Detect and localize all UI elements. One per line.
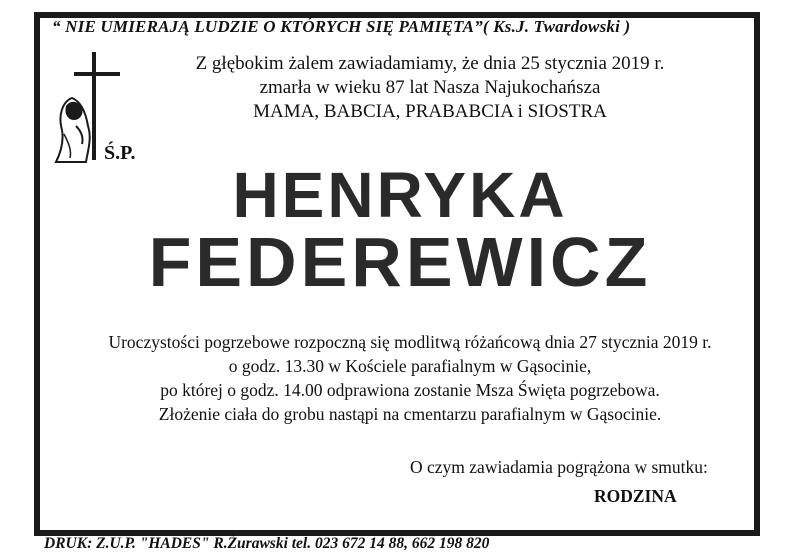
funeral-details [60, 330, 760, 426]
ceremony-line-4: Złożenie ciała do grobu nastąpi na cmentarzu parafialnym w Gąsocinie. [158, 404, 662, 424]
ceremony-line-1: Uroczystości pogrzebowe rozpoczną się modlitwą różańcową dnia 27 stycznia 2019 r. [108, 332, 712, 352]
ceremony-line-3: po której o godz. 14.00 odprawiona zostanie Msza Święta pogrzebowa. [160, 380, 660, 400]
deceased-surname: FEDEREWICZ [148, 223, 652, 301]
intro-line-3: MAMA, BABCIA, PRABABCIA i SIOSTRA [253, 101, 607, 122]
intro-line-1: Z głębokim żalem zawiadamiamy, że dnia 25 stycznia 2019 r. [195, 53, 665, 74]
intro-line-2: zmarła w wieku 87 lat Nasza Najukochańsza [259, 77, 601, 98]
family-signature: RODZINA [594, 486, 677, 506]
printer-footer: DRUK: Z.U.P. "HADES" R.Żurawski tel. 023 672 14 88, 662 198 820 [44, 535, 490, 552]
ceremony-line-2: o godz. 13.30 w Kościele parafialnym w Gąsocinie, [228, 356, 592, 376]
announcement-intro [150, 52, 710, 124]
closing-text: O czym zawiadamia pogrążona w smutku: [410, 457, 708, 477]
sp-label: Ś.P. [104, 142, 136, 164]
memorial-quote: “ NIE UMIERAJĄ LUDZIE O KTÓRYCH SIĘ PAMIĘTA”( Ks.J. Twardowski ) [52, 17, 631, 36]
deceased-first-name: HENRYKA [232, 159, 568, 231]
